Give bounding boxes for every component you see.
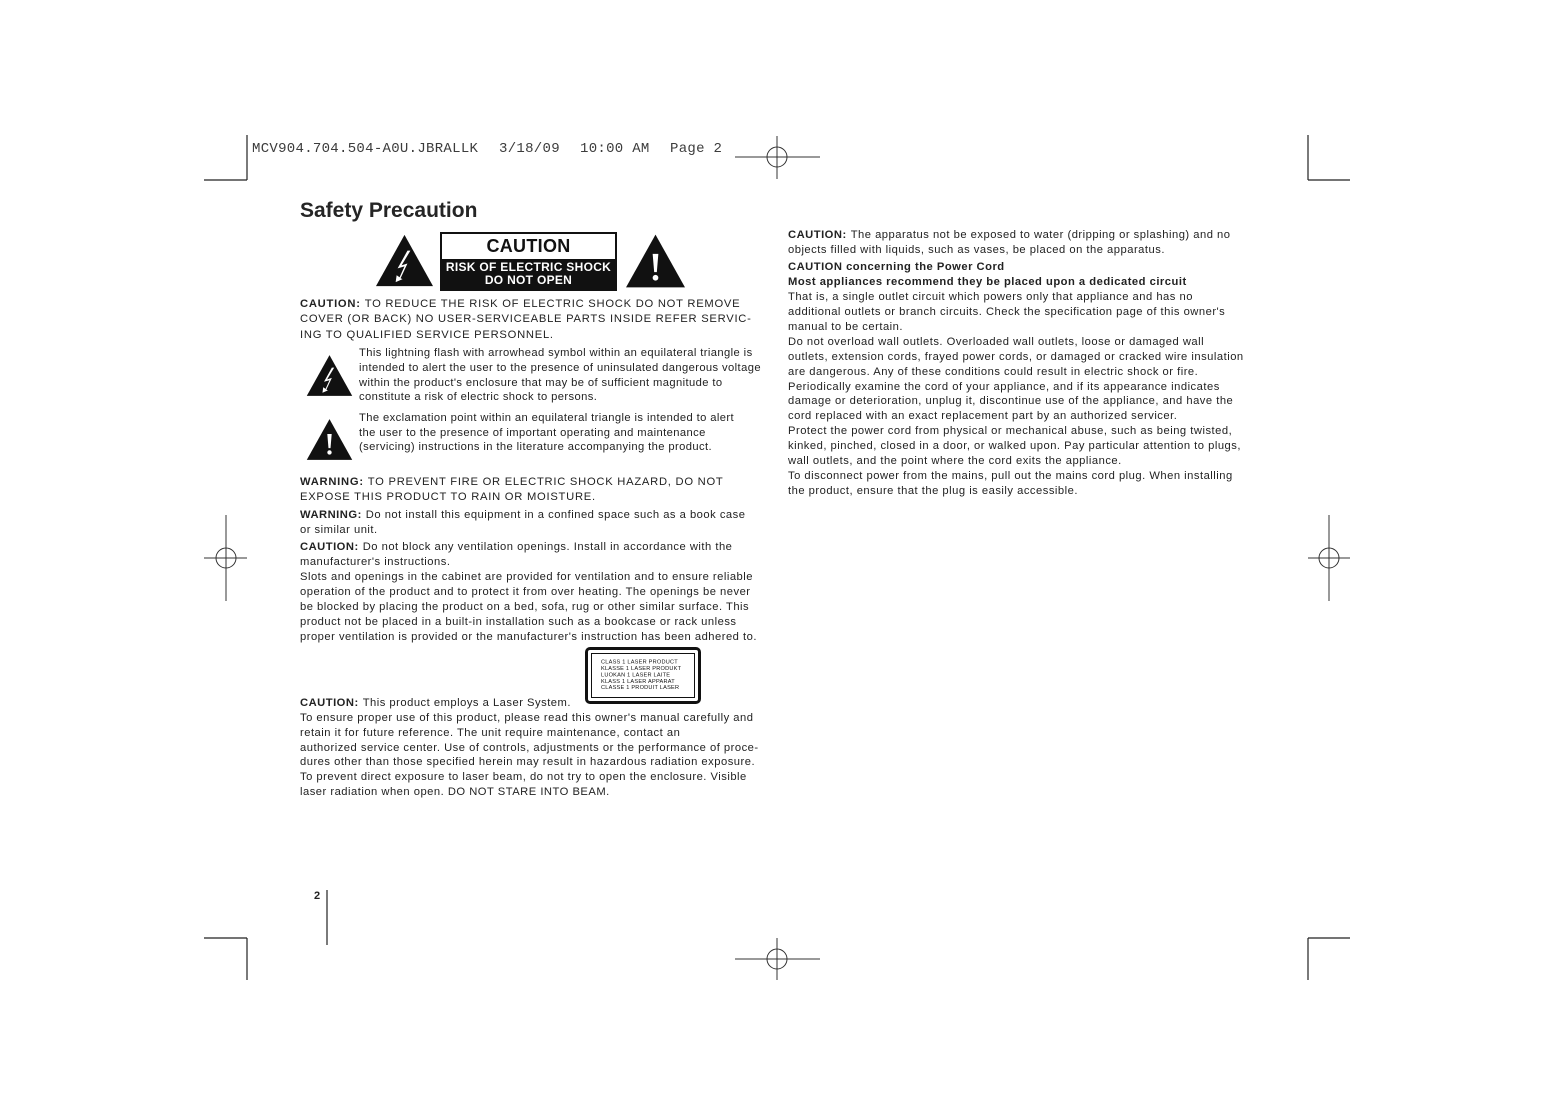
text-line: authorized service center. Use of controls, adjustments or the performance of proce- [300,741,759,754]
text-line: The exclamation point within an equilateral triangle is intended to alert [359,412,734,424]
text-run: The apparatus not be exposed to water (dripping or splashing) and no [850,229,1231,241]
lightning-symbol-note [359,346,761,405]
lightning-warning-icon [375,233,434,288]
laser-label-line: CLASS 1 LASER PRODUCT [601,659,678,666]
print-header-page: Page 2 [670,141,723,157]
text-line: This lightning flash with arrowhead symbol within an equilateral triangle is [359,347,753,359]
text-line: To disconnect power from the mains, pull out the mains cord plug. When installing [788,470,1233,483]
text-line: constitute a risk of electric shock to persons. [359,391,598,404]
text-line: be blocked by placing the product on a bed, sofa, rug or other similar surface. This [300,601,750,613]
laser-label-line: LUOKAN 1 LASER LAITE [601,671,671,679]
text-line: the user to the presence of important operating and maintenance [359,426,706,439]
registration-mark-bottom-icon [735,938,820,980]
text-run: Do not install this equipment in a confined space such as a book case [365,509,746,521]
lightning-warning-icon [306,354,353,397]
caution-label: CAUTION: [300,697,359,709]
text-line: Periodically examine the cord of your appliance, and if its appearance indicates [788,380,1220,393]
text-line [300,508,745,523]
text-line: To prevent direct exposure to laser beam, do not try to open the enclosure. Visible [300,771,747,784]
text-line: wall outlets, and the point where the cord exits the appliance. [788,455,1122,468]
text-line: Slots and openings in the cabinet are provided for ventilation and to ensure reliable [300,571,753,583]
text-line: operation of the product and to protect it from over heating. The openings be never [300,586,751,598]
page-number: 2 [314,890,321,902]
text-line: Do not overload wall outlets. Overloaded wall outlets, loose or damaged wall [788,335,1205,348]
print-header-time: 10:00 AM [580,141,650,157]
install-warning [300,508,745,537]
crop-mark-bottom-right [1308,938,1350,980]
laser-label-text [601,659,681,691]
laser-label-line: CLASSE 1 PRODUIT LASER [601,684,680,691]
text-line: or similar unit. [300,523,378,536]
text-line: are dangerous. Any of these conditions could result in electric shock or fire. [788,365,1199,378]
text-line: cord replaced with an exact replacement part by an authorized servicer. [788,410,1178,423]
laser-label-line: KLASSE 1 LASER PRODUKT [601,665,682,672]
text-line: damage or deterioration, unplug it, discontinue use of the appliance, and have the [788,395,1234,408]
text-line: EXPOSE THIS PRODUCT TO RAIN OR MOISTURE. [300,491,596,503]
warning-label: WARNING: [300,476,364,488]
registration-mark-right-icon [1308,515,1350,601]
text-line: (servicing) instructions in the literature accompanying the product. [359,441,713,454]
crop-mark-top-right [1308,135,1350,180]
caution-sign [440,232,617,291]
text-line: product not be placed in a built-in installation such as a bookcase or rack unless [300,616,737,628]
text-run: TO REDUCE THE RISK OF ELECTRIC SHOCK DO NOT REMOVE [364,298,741,310]
caution-label: CAUTION: [300,541,359,553]
ventilation-caution [300,540,757,645]
print-header-date: 3/18/09 [499,141,560,157]
text-line [300,475,724,490]
text-line [300,297,752,312]
text-line: proper ventilation is provided or the manufacturer's instruction has been adhered to. [300,631,757,643]
caution-label: CAUTION: [300,298,361,310]
section-heading: CAUTION concerning the Power Cord [788,261,1005,273]
text-line: outlets, extension cords, frayed power cords, or damaged or cracked wire insulation [788,350,1244,363]
shock-caution [300,297,752,343]
text-line: manufacturer's instructions. [300,556,451,568]
text-run: TO PREVENT FIRE OR ELECTRIC SHOCK HAZARD, DO NOT [367,476,724,488]
caution-label: CAUTION: [788,229,847,241]
text-run: This product employs a Laser System. [362,697,571,709]
registration-mark-top-icon [735,136,820,179]
text-line: To ensure proper use of this product, please read this owner's manual carefully and [300,711,754,724]
water-caution [788,228,1230,257]
text-line: That is, a single outlet circuit which powers only that appliance and has no [788,290,1193,303]
text-line [300,540,757,555]
text-line: manual to be certain. [788,320,903,333]
text-line: ING TO QUALIFIED SERVICE PERSONNEL. [300,328,554,341]
exclamation-warning-icon [625,233,686,289]
print-header-file: MCV904.704.504-A0U.JBRALLK [252,141,479,157]
text-line: intended to alert the user to the presence of uninsulated dangerous voltage [359,361,761,374]
text-line: COVER (OR BACK) NO USER-SERVICEABLE PARTS INSIDE REFER SERVIC- [300,313,752,326]
text-line: laser radiation when open. DO NOT STARE INTO BEAM. [300,786,610,799]
crop-mark-top-left [204,135,247,180]
registration-mark-left-icon [204,515,247,601]
caution-sign-line: DO NOT OPEN [484,273,573,287]
text-line: additional outlets or branch circuits. Check the specification page of this owner's [788,305,1226,318]
power-cord-caution [788,260,1244,499]
text-line: retain it for future reference. The unit require maintenance, contact an [300,726,681,739]
caution-sign-line: RISK OF ELECTRIC SHOCK [445,260,612,274]
text-line: within the product's enclosure that may be of sufficient magnitude to [359,376,723,389]
text-line: the product, ensure that the plug is easily accessible. [788,485,1078,498]
text-line: dures other than those specified herein may result in hazardous radiation exposure. [300,756,756,769]
crop-mark-bottom-left [204,938,247,980]
text-line: objects filled with liquids, such as vases, be placed on the apparatus. [788,243,1165,256]
section-subheading: Most appliances recommend they be placed upon a dedicated circuit [788,275,1187,288]
text-line [300,696,759,711]
fire-warning [300,475,724,505]
caution-sign-heading: CAUTION [486,236,571,256]
text-line [788,228,1230,243]
laser-label-line: KLASS 1 LASER APPARAT [601,678,675,685]
laser-caution [300,696,759,800]
exclamation-warning-icon [306,418,353,461]
text-line: Protect the power cord from physical or mechanical abuse, such as being twisted, [788,425,1233,438]
page-title: Safety Precaution [300,199,478,222]
warning-label: WARNING: [300,509,362,521]
caution-sign-band [442,259,615,289]
exclamation-symbol-note [359,411,734,455]
text-run: Do not block any ventilation openings. Install in accordance with the [362,541,733,553]
text-line: kinked, pinched, closed in a door, or walked upon. Pay particular attention to plugs, [788,440,1241,453]
